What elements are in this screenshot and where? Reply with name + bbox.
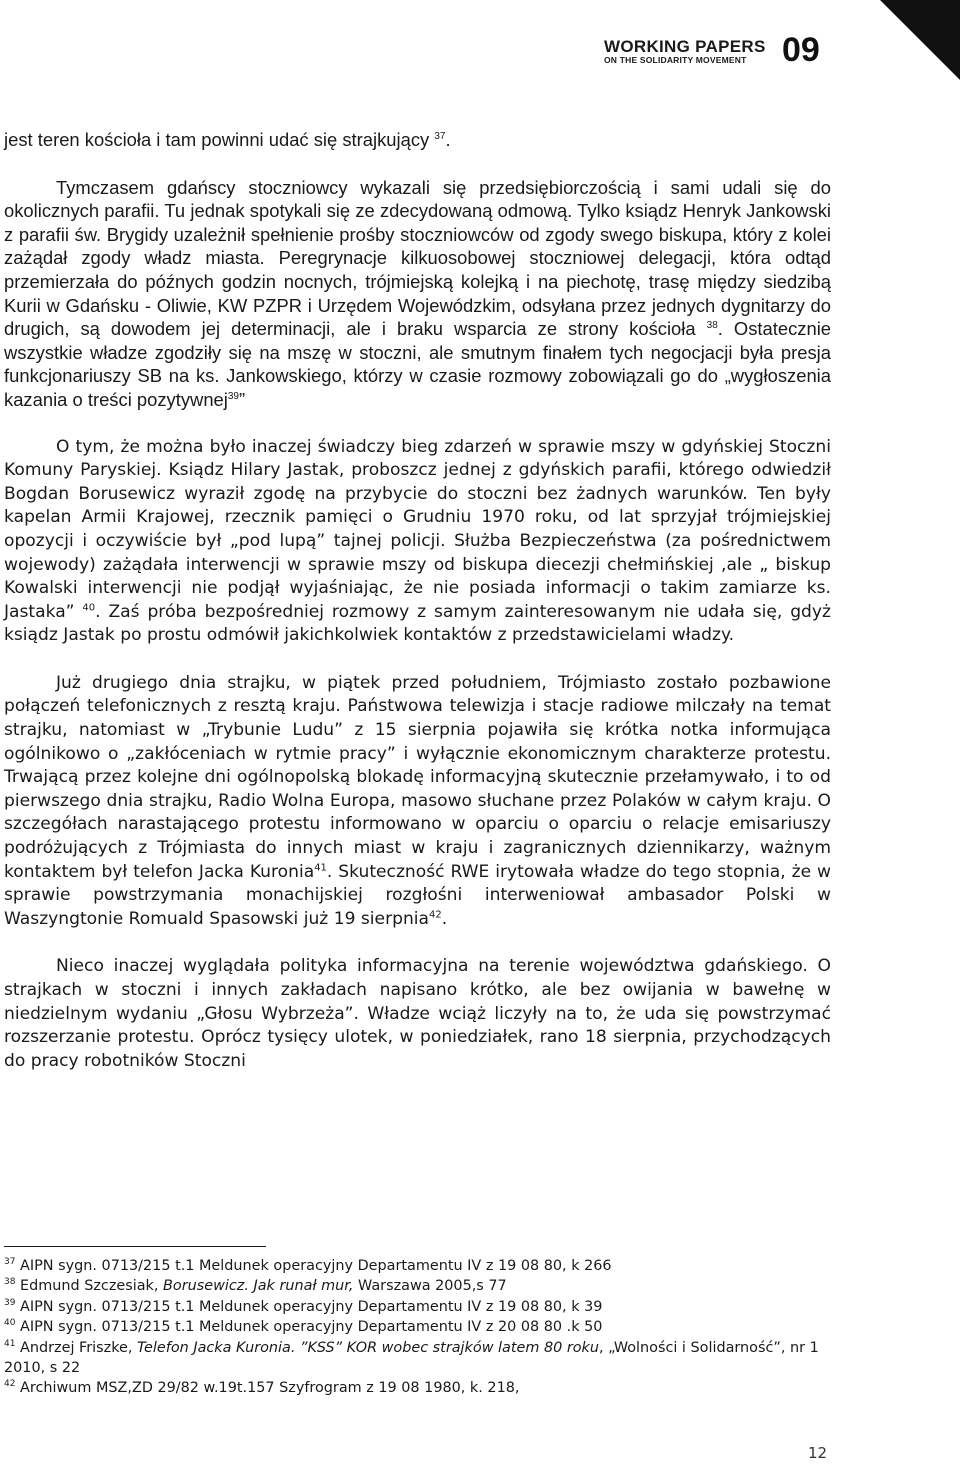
corner-triangle-icon — [880, 0, 960, 80]
footnote: $^{39}$ AIPN sygn. 0713/215 t.1 Meldunek operacyjny Departamentu IV z 19 08 80, k 39 — [4, 1298, 603, 1315]
issue-number: 09 — [782, 31, 820, 69]
footnote-ref: 37 — [434, 130, 446, 142]
paragraph: Już drugiego dnia strajku, w piątek przed południem, Trójmiasto zostało pozbawione połączeń telefonicznych z resztą kraju. Państwowa telewizja i stacje radiowe milczały na temat strajku, natomiast w „Trybunie Ludu” z 15 sierpnia pojawiła się krótka notka informująca ogólnikowo o „zakłóceniach w rytmie pracy” i wyłącznie ekonomicznym charakterze protestu. Trwającą przez kolejne dni ogólnopolską blokadę informacyjną skutecznie przełamywało, i to od pierwszego dnia strajku, Radio Wolna Europa, masowo słuchane przez Polaków w całym kraju. O szczegółach narastającego protestu informowano w oparciu o oparciu o relacje emisariuszy podróżujących z Trójmiasta do innych miast w kraju i zagranicznych dziennikarzy, ważnym kontaktem był telefon Jacka Kuronia$^{41}$. Skuteczność RWE irytowała władze do tego stopnia, że w sprawie powstrzymania monachijskiej rozgłośni interweniował ambasador Polski w Waszyngtonie Romuald Spasowski już 19 sierpnia$^{42}$. — [4, 672, 831, 929]
footnotes — [4, 1256, 831, 1399]
series-title: WORKING PAPERS — [604, 37, 766, 56]
footnote-ref: 38 — [706, 320, 718, 332]
footnote-separator — [4, 1246, 266, 1247]
series-subtitle: ON THE SOLIDARITY MOVEMENT — [604, 55, 747, 65]
footnote: $^{37}$ AIPN sygn. 0713/215 t.1 Meldunek operacyjny Departamentu IV z 19 08 80, k 266 — [4, 1257, 612, 1274]
footnote: $^{38}$ Edmund Szczesiak, Borusewicz. Jak runał mur, Warszawa 2005,s 77 — [4, 1277, 507, 1295]
paragraph: O tym, że można było inaczej świadczy bieg zdarzeń w sprawie mszy w gdyńskiej Stoczni Komuny Paryskiej. Ksiądz Hilary Jastak, proboszcz jednej z gdyńskich parafii, którego odwiedził Bogdan Borusewicz wyraził zgodę na przybycie do stoczni bez żadnych warunków. Ten były kapelan Armii Krajowej, rzecznik pamięci o Grudniu 1970 roku, od lat sprzyjał trójmiejskiej opozycji i oczywiście był „pod lupą” tajnej policji. Służba Bezpieczeństwa (za pośrednictwem wojewody) zażądała interwencji w sprawie mszy od biskupa diecezji chełmińskiej ,ale „ biskup Kowalski interwencji nie podjął wyjaśniając, że nie posiada informacji o takim zamiarze ks. Jastaka” $^{40}$. Zaś próba bezpośredniej rozmowy z samym zainteresowanym nie udała się, gdyż ksiądz Jastak po prostu odmówił jakichkolwiek kontaktów z przedstawicielami władzy. — [4, 436, 832, 646]
paragraph: Tymczasem gdańscy stoczniowcy wykazali się przedsiębiorczością i sami udali się do okolicznych parafii. Tu jednak spotykali się ze zdecydowaną odmową. Tylko ksiądz Henryk Jankowski z parafii św. Brygidy uzależnił spełnienie prośby stoczniowców od zgody swego biskupa, który z kolei zażądał zgody władz miasta. Peregrynacje kilkuosobowej stoczniowej delegacji, która odtąd przemierzała do późnych godzin nocnych, trójmiejską kolejką i na piechotę, trasę między siedzibą Kurii w Gdańsku - Oliwie, KW PZPR i Urzędem Wojewódzkim, odsyłana przez jednych dygnitarzy do drugich, są dowodem jej determinacji, ale i braku wsparcia ze strony kościoła $^{38}$. Ostatecznie wszystkie władze zgodziły się na mszę w stoczni, ale smutnym finałem tych negocjacji była presja funkcjonariuszy SB na ks. Jankowskiego, którzy w czasie rozmowy zobowiązali go do „wygłoszenia kazania o treści pozytywnej$^{39}$” — [4, 176, 832, 410]
footnote: $^{40}$ AIPN sygn. 0713/215 t.1 Meldunek operacyjny Departamentu IV z 20 08 80 .k 50 — [4, 1318, 603, 1336]
footnote-ref: 41 — [314, 861, 327, 873]
article-body — [4, 128, 831, 1073]
footnote-ref: 42 — [429, 909, 442, 921]
paragraph: Nieco inaczej wyglądała polityka informacyjna na terenie województwa gdańskiego. O strajkach w stoczni i innych zakładach napisano krótko, ale bez owijania w bawełnę w niedzielnym wydaniu „Głosu Wybrzeża”. Władze wciąż liczyły na to, że uda się powstrzymać rozszerzanie protestu. Oprócz tysięcy ulotek, w poniedziałek, rano 18 sierpnia, przychodzących do pracy robotników Stoczni — [4, 956, 831, 1071]
footnote-ref: 40 — [82, 602, 96, 613]
footnote-ref: 39 — [227, 390, 239, 402]
page-number: 12 — [808, 1444, 828, 1462]
footnote: $^{42}$ Archiwum MSZ,ZD 29/82 w.19t.157 Szyfrogram z 19 08 1980, k. 218, — [4, 1379, 520, 1397]
footnote: $^{41}$ Andrzej Friszke, Telefon Jacka Kuronia. ”KSS” KOR wobec strajków latem 80 roku, „Wolności i Solidarność”, nr 1 2010, s 22 — [4, 1338, 819, 1377]
paragraph: jest teren kościoła i tam powinni udać się strajkujący $^{37}$. — [4, 129, 451, 150]
